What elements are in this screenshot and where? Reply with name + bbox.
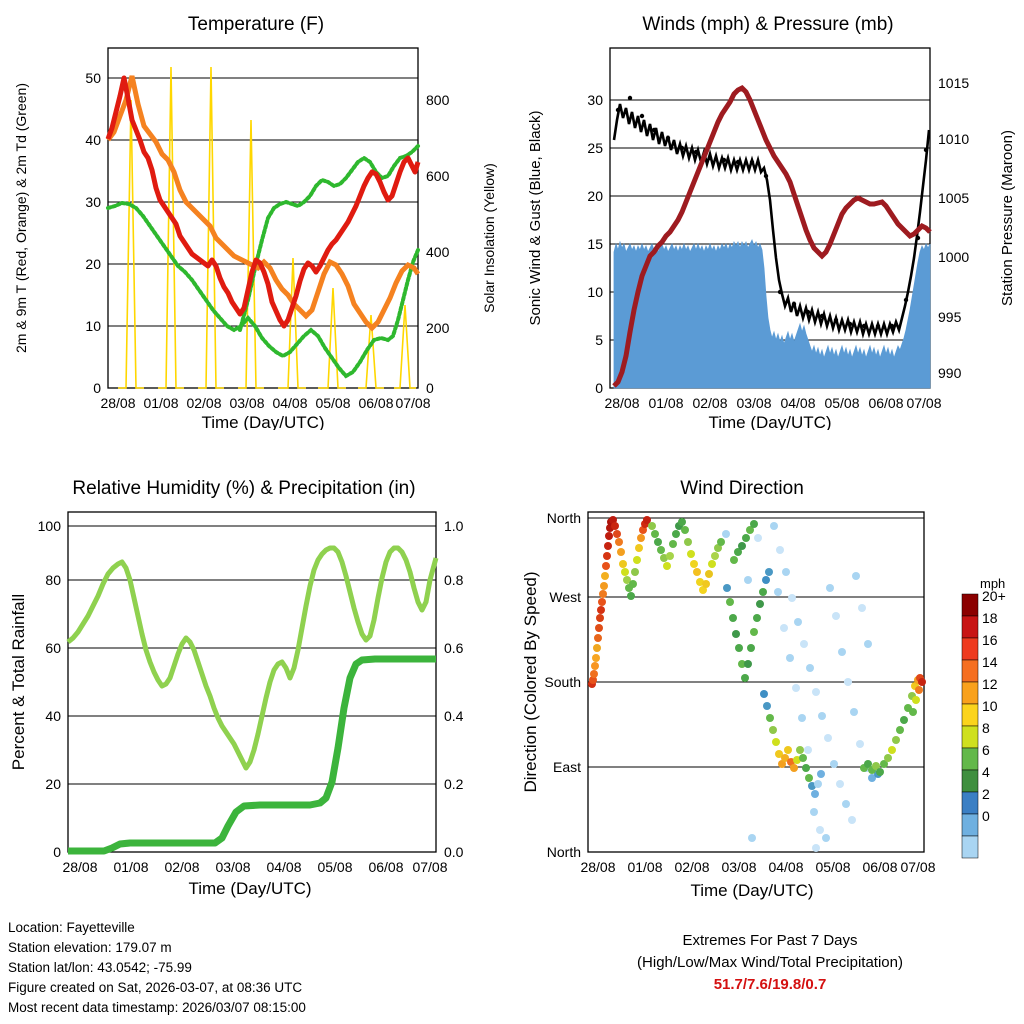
rh-ytick-5: 100 bbox=[37, 518, 61, 534]
colorbar-label-9: 2 bbox=[982, 786, 990, 802]
humidity-title: Relative Humidity (%) & Precipitation (in) bbox=[72, 478, 416, 499]
rh-xtick-5: 05/08 bbox=[317, 859, 353, 875]
precip-ytick-1: 0.2 bbox=[444, 776, 464, 792]
wind-ytick-4: 20 bbox=[587, 188, 603, 204]
wind-ytick-5: 25 bbox=[587, 140, 603, 156]
wind-direction-scatter bbox=[588, 516, 926, 852]
press-ytick-2: 1000 bbox=[938, 249, 970, 265]
pressure-ylabel: Station Pressure (Maroon) bbox=[999, 130, 1016, 306]
winddir-ylabel: Direction (Colored By Speed) bbox=[521, 571, 540, 793]
temp-xtick-4: 04/08 bbox=[272, 395, 308, 411]
rh-xtick-3: 03/08 bbox=[215, 859, 251, 875]
precip-ytick-4: 0.8 bbox=[444, 572, 464, 588]
press-ytick-1: 995 bbox=[938, 309, 962, 325]
winddir-xtick-2: 02/08 bbox=[674, 859, 710, 875]
panel-wind-direction bbox=[512, 468, 1024, 908]
temp-ytick-5: 50 bbox=[85, 70, 101, 86]
colorbar-label-5: 10 bbox=[982, 698, 998, 714]
colorbar-label-10: 0 bbox=[982, 808, 990, 824]
temp-xtick-1: 01/08 bbox=[143, 395, 179, 411]
rh-xtick-4: 04/08 bbox=[266, 859, 302, 875]
dewpoint-series-2 bbox=[240, 146, 418, 330]
location-line: Location: Fayetteville bbox=[8, 920, 135, 935]
winddir-ytick-0: North bbox=[546, 510, 581, 526]
wind-xtick-0: 28/08 bbox=[604, 395, 640, 411]
temp-xtick-7: 07/08 bbox=[395, 395, 431, 411]
precip-ytick-5: 1.0 bbox=[444, 518, 464, 534]
temp-xtick-5: 05/08 bbox=[315, 395, 351, 411]
colorbar-label-3: 14 bbox=[982, 654, 998, 670]
colorbar-label-2: 16 bbox=[982, 632, 998, 648]
winddir-xtick-4: 04/08 bbox=[768, 859, 804, 875]
wind-ylabel: Sonic Wind & Gust (Blue, Black) bbox=[527, 110, 544, 326]
temp-xtick-6: 06/08 bbox=[358, 395, 394, 411]
colorbar-label-4: 12 bbox=[982, 676, 998, 692]
wind-ytick-2: 10 bbox=[587, 284, 603, 300]
winddir-title: Wind Direction bbox=[680, 478, 804, 499]
rh-ytick-4: 80 bbox=[45, 572, 61, 588]
temp-xtick-3: 03/08 bbox=[229, 395, 265, 411]
rh-xlabel: Time (Day/UTC) bbox=[188, 879, 312, 898]
station-metadata bbox=[8, 918, 306, 1018]
colorbar-label-8: 4 bbox=[982, 764, 990, 780]
winddir-xtick-6: 06/08 bbox=[862, 859, 898, 875]
temperature-chart bbox=[0, 0, 512, 430]
press-ytick-5: 1015 bbox=[938, 75, 970, 91]
temp-right-ytick-3: 600 bbox=[426, 168, 450, 184]
extremes-values: 51.7/7.6/19.8/0.7 bbox=[713, 976, 827, 993]
winddir-ytick-2: South bbox=[544, 674, 581, 690]
press-ytick-3: 1005 bbox=[938, 190, 970, 206]
wind-xtick-6: 06/08 bbox=[868, 395, 904, 411]
winddir-xtick-1: 01/08 bbox=[627, 859, 663, 875]
wind-ytick-0: 0 bbox=[595, 380, 603, 396]
winddir-ytick-4: North bbox=[546, 844, 581, 860]
colorbar-label-1: 18 bbox=[982, 610, 998, 626]
temp-right-ytick-4: 800 bbox=[426, 92, 450, 108]
wind-xtick-2: 02/08 bbox=[692, 395, 728, 411]
temp-ytick-2: 20 bbox=[85, 256, 101, 272]
temp-right-ytick-0: 0 bbox=[426, 380, 434, 396]
temp-xtick-0: 28/08 bbox=[100, 395, 136, 411]
rh-xtick-2: 02/08 bbox=[164, 859, 200, 875]
colorbar-label-6: 8 bbox=[982, 720, 990, 736]
colorbar-unit: mph bbox=[980, 576, 1006, 591]
winddir-xtick-7: 07/08 bbox=[900, 859, 936, 875]
temp-ytick-1: 10 bbox=[85, 318, 101, 334]
winds-title: Winds (mph) & Pressure (mb) bbox=[642, 14, 894, 35]
rh-xtick-6: 06/08 bbox=[368, 859, 404, 875]
temp-ytick-0: 0 bbox=[93, 380, 101, 396]
winddir-ytick-3: East bbox=[552, 759, 581, 775]
speed-colorbar bbox=[962, 576, 1006, 858]
latlon-line: Station lat/lon: 43.0542; -75.99 bbox=[8, 960, 192, 975]
press-ytick-4: 1010 bbox=[938, 131, 970, 147]
figure-created-line: Figure created on Sat, 2026-03-07, at 08:36 UTC bbox=[8, 980, 303, 995]
temp-xlabel: Time (Day/UTC) bbox=[201, 413, 325, 430]
temp-ytick-3: 30 bbox=[85, 194, 101, 210]
colorbar-label-0: 20+ bbox=[982, 588, 1006, 604]
panel-winds-pressure bbox=[512, 0, 1024, 430]
rh-xtick-0: 28/08 bbox=[62, 859, 98, 875]
extremes-summary bbox=[520, 930, 1020, 996]
wind-ytick-1: 5 bbox=[595, 332, 603, 348]
precip-ytick-0: 0.0 bbox=[444, 844, 464, 860]
wind-xtick-4: 04/08 bbox=[780, 395, 816, 411]
extremes-subtitle: (High/Low/Max Wind/Total Precipitation) bbox=[637, 954, 903, 971]
wind-xtick-7: 07/08 bbox=[906, 395, 942, 411]
most-recent-data-line: Most recent data timestamp: 2026/03/07 08:15:00 bbox=[8, 1000, 306, 1015]
rh-ytick-2: 40 bbox=[45, 708, 61, 724]
colorbar-label-7: 6 bbox=[982, 742, 990, 758]
temp-right-ytick-2: 400 bbox=[426, 244, 450, 260]
press-ytick-0: 990 bbox=[938, 365, 962, 381]
winds-pressure-chart bbox=[512, 0, 1024, 430]
temp-xtick-2: 02/08 bbox=[186, 395, 222, 411]
panel-temperature bbox=[0, 0, 512, 430]
winddir-xtick-3: 03/08 bbox=[721, 859, 757, 875]
wind-direction-chart bbox=[512, 468, 1024, 908]
wind-ytick-3: 15 bbox=[587, 236, 603, 252]
rh-ylabel: Percent & Total Rainfall bbox=[9, 593, 28, 771]
rh-ytick-1: 20 bbox=[45, 776, 61, 792]
wind-xtick-5: 05/08 bbox=[824, 395, 860, 411]
dewpoint-series bbox=[108, 203, 418, 376]
wind-xlabel: Time (Day/UTC) bbox=[708, 413, 832, 430]
rh-ytick-3: 60 bbox=[45, 640, 61, 656]
temp-right-ytick-1: 200 bbox=[426, 320, 450, 336]
extremes-title: Extremes For Past 7 Days bbox=[682, 932, 858, 949]
winddir-xlabel: Time (Day/UTC) bbox=[690, 881, 814, 900]
rh-xtick-1: 01/08 bbox=[113, 859, 149, 875]
sonic-wind-series bbox=[614, 240, 930, 388]
winddir-ytick-1: West bbox=[549, 589, 581, 605]
panel-humidity-precip bbox=[0, 468, 512, 908]
wind-xtick-1: 01/08 bbox=[648, 395, 684, 411]
humidity-precip-chart bbox=[0, 468, 512, 908]
wind-xtick-3: 03/08 bbox=[736, 395, 772, 411]
winddir-xtick-5: 05/08 bbox=[815, 859, 851, 875]
temp-ylabel: 2m & 9m T (Red, Orange) & 2m Td (Green) bbox=[13, 83, 29, 353]
winddir-xtick-0: 28/08 bbox=[580, 859, 616, 875]
temp-ytick-4: 40 bbox=[85, 132, 101, 148]
wind-ytick-6: 30 bbox=[587, 92, 603, 108]
precip-ytick-2: 0.4 bbox=[444, 708, 464, 724]
temp-ylabel-right: Solar Insolation (Yellow) bbox=[481, 163, 497, 313]
elevation-line: Station elevation: 179.07 m bbox=[8, 940, 172, 955]
precip-ytick-3: 0.6 bbox=[444, 640, 464, 656]
rh-xtick-7: 07/08 bbox=[412, 859, 448, 875]
rh-ytick-0: 0 bbox=[53, 844, 61, 860]
temperature-title: Temperature (F) bbox=[187, 14, 325, 35]
